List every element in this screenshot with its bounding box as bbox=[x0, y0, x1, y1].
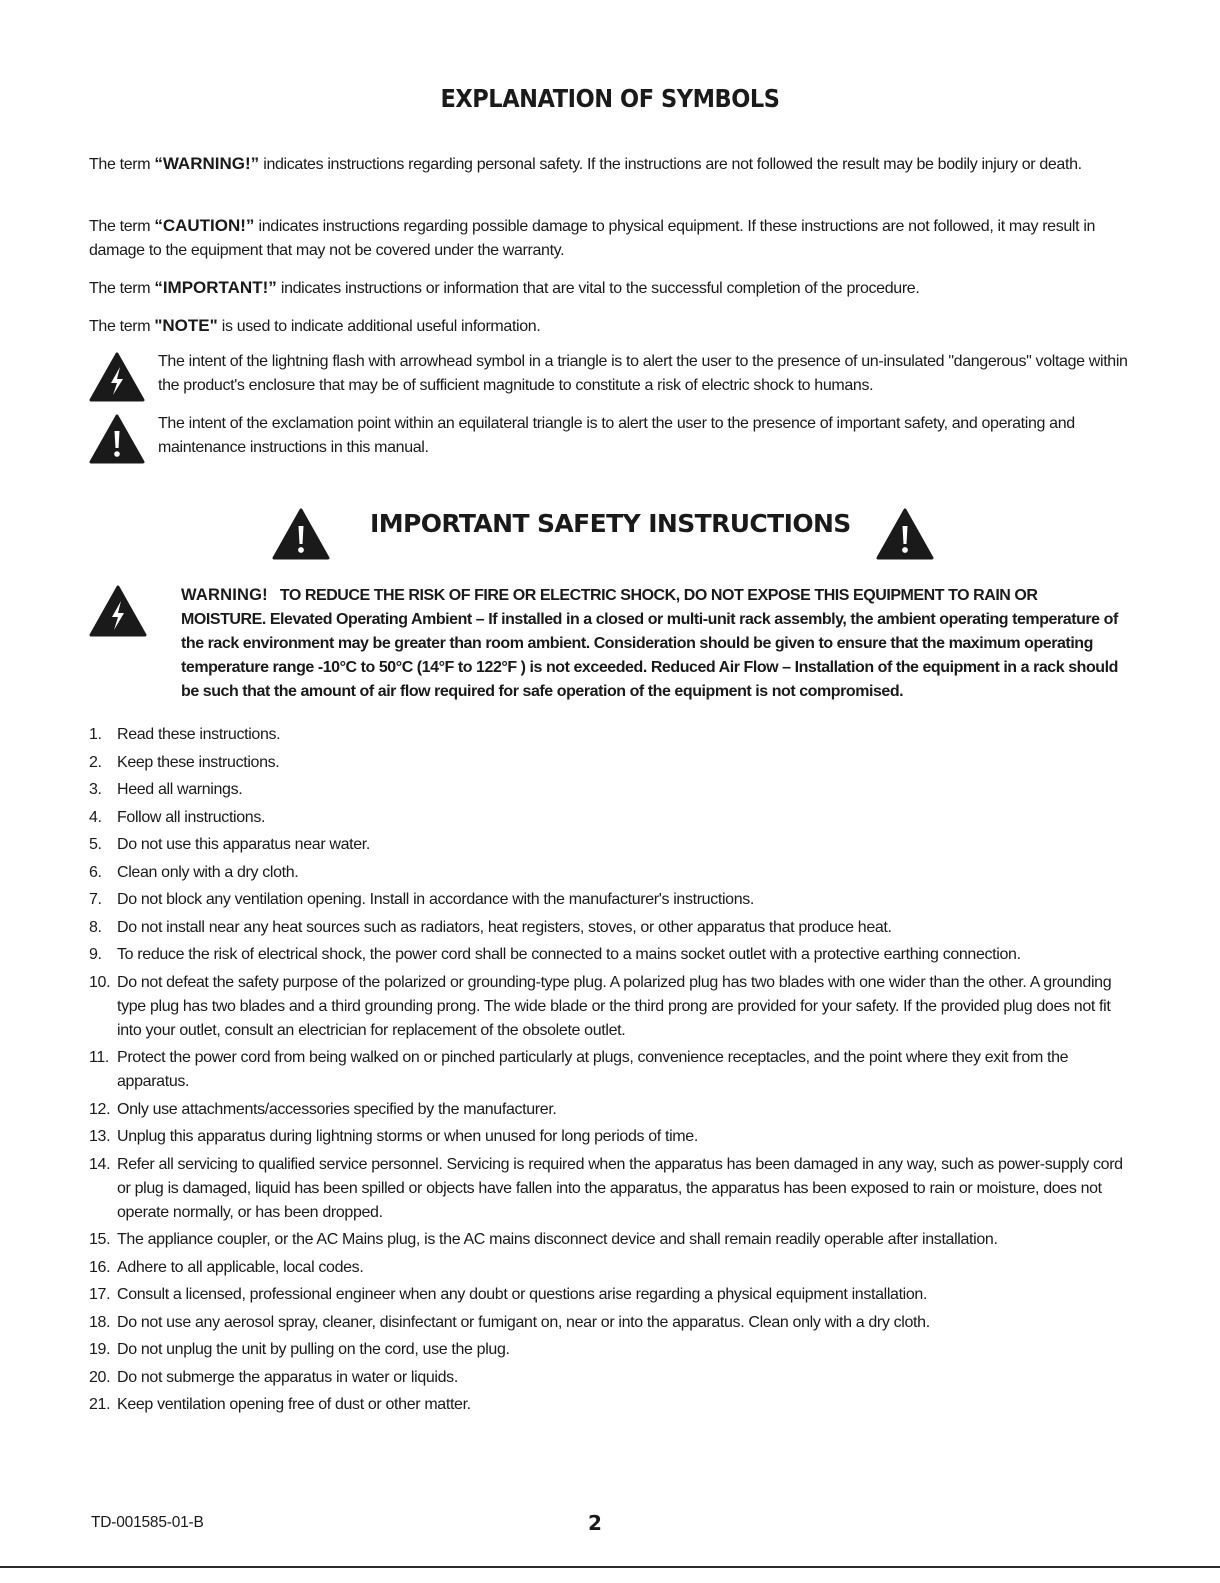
list-item-number: 7. bbox=[89, 891, 102, 908]
list-item bbox=[89, 806, 1124, 830]
exclamation-triangle-icon bbox=[876, 508, 934, 560]
list-item-text: Do not submerge the apparatus in water or liquids. bbox=[117, 1368, 458, 1386]
list-item-number: 8. bbox=[89, 918, 102, 936]
list-item-text: Protect the power cord from being walked on or pinched particularly at plugs, convenience receptacles, and the point where they exit from the apparatus. bbox=[117, 1049, 1069, 1090]
term-prefix: The term bbox=[89, 218, 155, 235]
page-number: 2 bbox=[588, 1511, 602, 1535]
term-prefix: The term bbox=[89, 156, 155, 173]
list-item-text: Do not install near any heat sources such as radiators, heat registers, stoves, or other apparatus that produce heat. bbox=[117, 918, 892, 936]
list-item-number: 15. bbox=[89, 1231, 111, 1248]
list-item-text: Do not block any ventilation opening. Install in accordance with the manufacturer's instructions. bbox=[117, 891, 755, 908]
list-item-number: 19. bbox=[89, 1341, 111, 1358]
list-item bbox=[89, 723, 1124, 747]
list-item-text: Keep these instructions. bbox=[117, 753, 280, 771]
list-item-number: 20. bbox=[89, 1368, 111, 1386]
term-prefix: The term bbox=[89, 318, 155, 335]
list-item-number: 3. bbox=[89, 781, 102, 798]
warning-label: WARNING! bbox=[181, 586, 268, 604]
term-important: “IMPORTANT!” bbox=[154, 278, 277, 297]
list-item bbox=[89, 1338, 1124, 1362]
term-warning-paragraph bbox=[89, 152, 1124, 177]
list-item-number: 21. bbox=[89, 1396, 111, 1413]
list-item-text: Only use attachments/accessories specified by the manufacturer. bbox=[117, 1100, 557, 1118]
list-item-number: 18. bbox=[89, 1313, 111, 1331]
term-caution-paragraph bbox=[89, 214, 1124, 263]
list-item-number: 2. bbox=[89, 753, 102, 771]
lightning-triangle-icon bbox=[89, 352, 145, 402]
term-description: indicates instructions regarding personal safety. If the instructions are not followed the result may be bodily injury or death. bbox=[259, 156, 1082, 173]
list-item bbox=[89, 1153, 1124, 1225]
warning-text bbox=[181, 583, 1126, 704]
list-item-number: 9. bbox=[89, 946, 102, 963]
exclamation-symbol-row bbox=[89, 412, 1124, 472]
list-item-text: Refer all servicing to qualified service personnel. Servicing is required when the apparatus has been damaged in any way, such as power-supply cord or plug is damaged, liquid has been spilled or objects have fallen into the apparatus, the apparatus has been exposed to rain or moisture, does not operate normally, or has been dropped. bbox=[117, 1155, 1123, 1221]
term-prefix: The term bbox=[89, 280, 155, 297]
list-item bbox=[89, 916, 1124, 940]
list-item-text: Unplug this apparatus during lightning storms or when unused for long periods of time. bbox=[117, 1128, 698, 1145]
list-item-number: 6. bbox=[89, 863, 102, 881]
list-item-text: Heed all warnings. bbox=[117, 781, 243, 798]
term-warning: “WARNING!” bbox=[154, 154, 260, 173]
list-item-text: Consult a licensed, professional engineer when any doubt or questions arise regarding a physical equipment installation. bbox=[117, 1286, 928, 1303]
list-item-number: 16. bbox=[89, 1258, 111, 1276]
list-item-text: Clean only with a dry cloth. bbox=[117, 863, 299, 881]
list-item bbox=[89, 751, 1124, 775]
list-item-number: 5. bbox=[89, 836, 102, 853]
list-item bbox=[89, 1393, 1124, 1417]
term-description: indicates instructions or information that are vital to the successful completion of the procedure. bbox=[276, 280, 920, 297]
list-item-text: To reduce the risk of electrical shock, the power cord shall be connected to a mains socket outlet with a protective earthing connection. bbox=[117, 946, 1021, 963]
list-item-number: 4. bbox=[89, 808, 102, 826]
list-item-number: 11. bbox=[89, 1049, 110, 1066]
exclamation-triangle-icon bbox=[272, 508, 330, 560]
list-item-text: Do not use any aerosol spray, cleaner, disinfectant or fumigant on, near or into the apparatus. Clean only with a dry cloth. bbox=[117, 1313, 930, 1331]
list-item-text: Do not use this apparatus near water. bbox=[117, 836, 370, 853]
list-item bbox=[89, 1256, 1124, 1280]
list-item-text: Adhere to all applicable, local codes. bbox=[117, 1258, 364, 1276]
bottom-rule bbox=[0, 1566, 1220, 1568]
term-description: is used to indicate additional useful information. bbox=[217, 318, 541, 335]
list-item-text: The appliance coupler, or the AC Mains plug, is the AC mains disconnect device and shall remain readily operable after installation. bbox=[117, 1231, 998, 1248]
list-item bbox=[89, 861, 1124, 885]
list-item bbox=[89, 888, 1124, 912]
list-item bbox=[89, 1366, 1124, 1390]
document-code: TD-001585-01-B bbox=[91, 1514, 204, 1531]
list-item-number: 13. bbox=[89, 1128, 111, 1145]
list-item bbox=[89, 971, 1124, 1043]
list-item-text: Keep ventilation opening free of dust or other matter. bbox=[117, 1396, 471, 1413]
list-item-text: Follow all instructions. bbox=[117, 808, 266, 826]
list-item-number: 10. bbox=[89, 973, 111, 991]
list-item-number: 12. bbox=[89, 1100, 111, 1118]
term-important-paragraph bbox=[89, 276, 1124, 301]
list-item bbox=[89, 1311, 1124, 1335]
list-item bbox=[89, 1098, 1124, 1122]
warning-body: TO REDUCE THE RISK OF FIRE OR ELECTRIC SHOCK, DO NOT EXPOSE THIS EQUIPMENT TO RAIN OR MOISTURE. Elevated Operating Ambient – If installed in a closed or multi-unit rack assembly, the ambient operating temperature of the rack environment may be greater than room ambient. Consideration should be given to ensure that the maximum operating temperature range -10°C to 50°C (14°F to 122°F ) is not exceeded. Reduced Air Flow – Installation of the equipment in a rack should be such that the amount of air flow required for safe operation of the equipment is not compromised. bbox=[181, 587, 1118, 700]
list-item bbox=[89, 833, 1124, 857]
exclamation-symbol-text: The intent of the exclamation point within an equilateral triangle is to alert the user to the presence of important safety, and operating and maintenance instructions in this manual. bbox=[158, 415, 1075, 456]
list-item-text: Do not defeat the safety purpose of the polarized or grounding-type plug. A polarized plug has two blades with one wider than the other. A grounding type plug has two blades and a third grounding prong. The wide blade or the third prong are provided for your safety. If the provided plug does not fit into your outlet, consult an electrician for replacement of the obsolete outlet. bbox=[117, 973, 1112, 1039]
list-item bbox=[89, 778, 1124, 802]
safety-instructions-title: IMPORTANT SAFETY INSTRUCTIONS bbox=[370, 509, 851, 538]
term-caution: “CAUTION!” bbox=[154, 216, 255, 235]
lightning-symbol-row bbox=[89, 350, 1128, 410]
list-item-number: 17. bbox=[89, 1286, 111, 1303]
list-item-number: 14. bbox=[89, 1155, 111, 1173]
list-item-text: Do not unplug the unit by pulling on the cord, use the plug. bbox=[117, 1341, 510, 1358]
symbols-title: EXPLANATION OF SYMBOLS bbox=[440, 84, 780, 113]
list-item bbox=[89, 1283, 1124, 1307]
list-item bbox=[89, 1228, 1124, 1252]
lightning-triangle-icon bbox=[89, 585, 147, 637]
list-item bbox=[89, 1046, 1124, 1094]
term-note-paragraph bbox=[89, 314, 1124, 339]
list-item-number: 1. bbox=[89, 726, 102, 743]
term-note: "NOTE" bbox=[154, 316, 218, 335]
lightning-symbol-text: The intent of the lightning flash with arrowhead symbol in a triangle is to alert the user to the presence of un-insulated "dangerous" voltage within the product's enclosure that may be of sufficient magnitude to constitute a risk of electric shock to humans. bbox=[158, 353, 1128, 394]
list-item bbox=[89, 943, 1124, 967]
list-item bbox=[89, 1125, 1124, 1149]
safety-instructions-list bbox=[89, 723, 1124, 1421]
exclamation-triangle-icon bbox=[89, 414, 145, 464]
list-item-text: Read these instructions. bbox=[117, 726, 281, 743]
term-description: indicates instructions regarding possible damage to physical equipment. If these instructions are not followed, it may result in damage to the equipment that may not be covered under the warranty. bbox=[89, 218, 1096, 259]
